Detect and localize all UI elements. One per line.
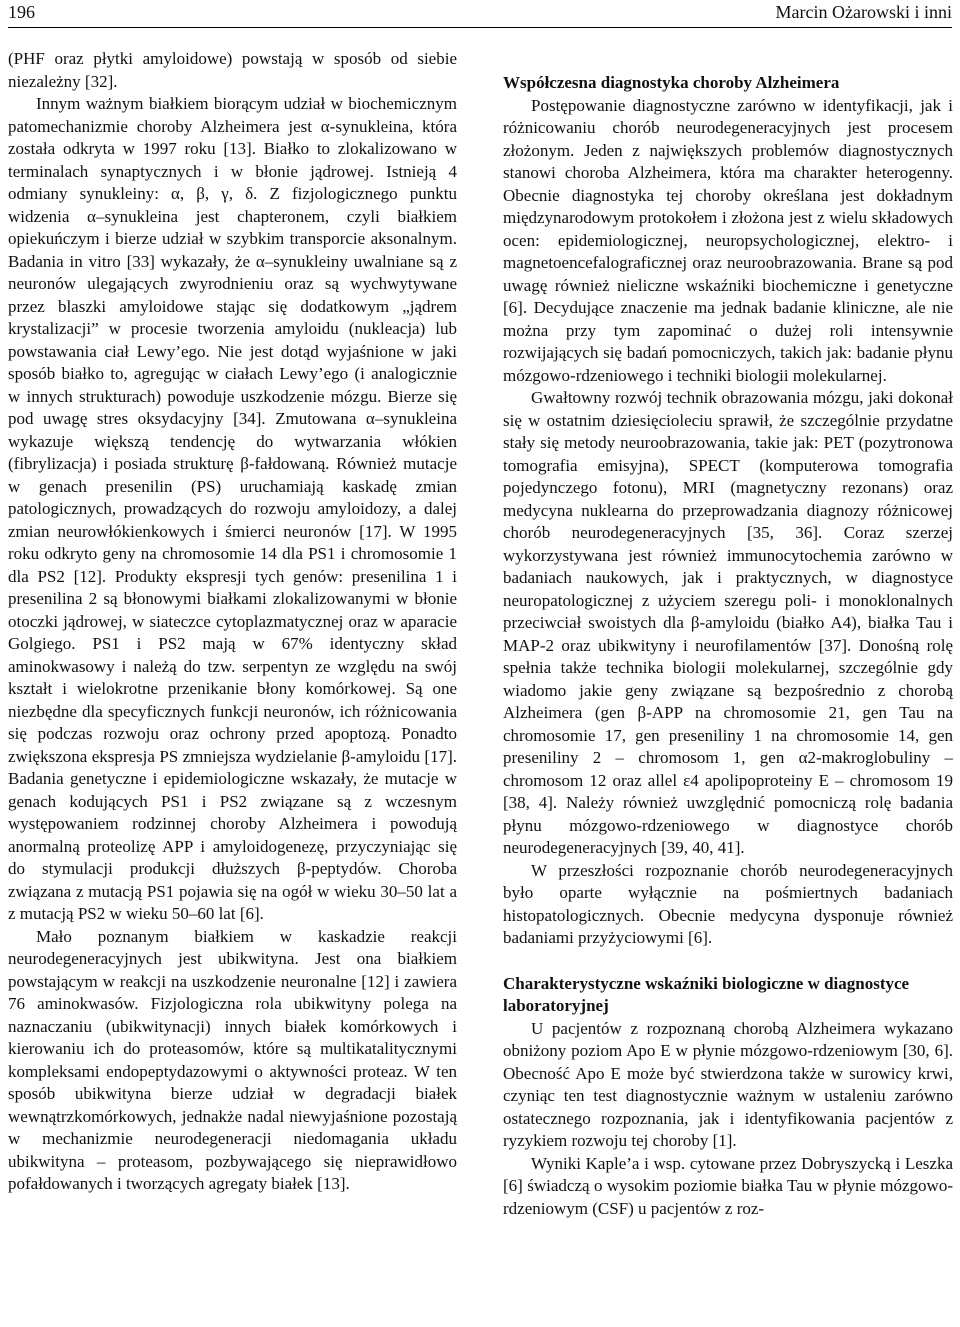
paragraph: (PHF oraz płytki amyloidowe) powstają w sposób od siebie niezależny [32]. — [8, 49, 457, 91]
paragraph: U pacjentów z rozpoznaną chorobą Alzheimera wykazano obniżony poziom Apo E w płynie mózgowo-rdzeniowym [30, 6]. Obecność Apo E może być stwierdzona także w surowicy krwi, czyniąc ten test diagnostycznie ważnym w ustaleniu zarówno ostatecznego rozpoznania, jak i identyfikowania pacjentów z ryzykiem rozwoju tej choroby [1]. — [503, 1018, 953, 1150]
left-column — [8, 48, 457, 1196]
paragraph: Postępowanie diagnostyczne zarówno w identyfikacji, jak i różnicowaniu chorób neurodegeneracyjnych jest procesem złożonym. Jeden z największych problemów diagnostycznych stanowi choroba Alzheimera, która ma charakter heterogenny. Obecnie diagnostyka tej choroby określana jest dokładnym międzynarodowym protokołem i złożona jest z wielu składowych ocen: epidemiologicznej, neuropsychologicznej, elektro- i magnetoencefalograficznej oraz neuroobrazowania. Brane są pod uwagę również nieliczne wskaźniki biochemiczne i genetyczne [6]. Decydujące znaczenie ma jednak badanie kliniczne, ale nie można przy tym zapominać o dużej roli intensywnie rozwijających się badań pomocniczych, takich jak: badanie płynu mózgowo-rdzeniowego i techniki biologii molekularnej. — [503, 95, 953, 385]
section-heading: Charakterystyczne wskaźniki biologiczne w diagnostyce laboratoryjnej — [503, 973, 910, 1015]
paragraph: Wyniki Kaple’a i wsp. cytowane przez Dobryszycką i Leszka [6] świadczą o wysokim poziomie białka Tau w płynie mózgowo-rdzeniowym (CSF) u pacjentów z roz- — [503, 1153, 953, 1218]
page-number: 196 — [8, 2, 35, 22]
paragraph: Mało poznanym białkiem w kaskadzie reakcji neurodegeneracyjnych jest ubikwityna. Jest ona białkiem powstającym w reakcji na uszkodzenie neuronalne [12] i zawiera 76 aminokwasów. Fizjologiczna rola ubikwityny polega na naznaczaniu (ubikwitynacji) innych białek komórkowych i kierowaniu ich do proteasomów, które są multikatalitycznymi kompleksami endopeptydazowymi o aktywności proteaz. W ten sposób ubikwityna bierze udział w degradacji białek wewnątrzkomórkowych, jednakże nadal niewyjaśnione pozostają w mechanizmie neurodegeneracji niedomagania układu ubikwityna – proteasom, pozbywającego się nieprawidłowo pofałdowanych i tworzących agregaty białek [13]. — [8, 926, 457, 1193]
running-header — [8, 0, 952, 26]
header-rule — [8, 27, 952, 28]
paragraph: W przeszłości rozpoznanie chorób neurodegeneracyjnych było oparte wyłącznie na pośmiertnych badaniach histopatologicznych. Obecnie medycyna dysponuje również badaniami przyżyciowymi [6]. — [503, 860, 953, 947]
right-column — [503, 72, 953, 1220]
running-header-authors: Marcin Ożarowski i inni — [775, 2, 952, 22]
section-heading: Współczesna diagnostyka choroby Alzheimera — [503, 73, 840, 92]
paragraph: Gwałtowny rozwój technik obrazowania mózgu, jaki dokonał się w ostatnim dziesięcioleciu sprawił, że szczególnie przydatne stały się metody neuroobrazowania, takie jak: PET (pozytronowa tomografia emisyjna), SPECT (komputerowa tomografia pojedynczego fotonu), MRI (magnetyczny rezonans) oraz medycyna nuklearna do przeprowadzania diagnozy różnicowej chorób neurodegeneracyjnych [35, 36]. Coraz szerzej wykorzystywana jest również immunocytochemia zarówno w badaniach naukowych, jak i praktycznych, w diagnostyce neuropatologicznej z użyciem szeregu poli- i monoklonalnych przeciwciał swoistych dla β-amyloidu (białko A4), białka Tau i MAP-2 oraz ubikwityny i neurofilamentów [37]. Donośną rolę spełnia także technika biologii molekularnej, szczególnie gdy wiadomo jakie geny związane są bezpośrednio z chorobą Alzheimera (gen β-APP na chromosomie 21, gen Tau na chromosomie 17, gen preseniliny 1 na chromosomie 14, gen preseniliny 2 – chromosom 1, gen α2-makroglobuliny – chromosom 12 oraz allel ε4 apolipoproteiny E – chromosom 19 [38, 4]. Należy również uwzględnić pomocniczą rolę badania płynu mózgowo-rdzeniowego w diagnostyce chorób neurodegeneracyjnych [39, 40, 41]. — [503, 388, 953, 857]
paragraph: Innym ważnym białkiem biorącym udział w biochemicznym patomechanizmie choroby Alzheimera jest α-synukleina, która została odkryta w 1997 roku [13]. Białko to zlokalizowano w terminalach synaptycznych i w błonie jądrowej. Istnieją 4 odmiany synukleiny: α, β, γ, δ. Z fizjologicznego punktu widzenia α–synukleina jest chapteronem, czyli białkiem opiekuńczym i bierze udział w szybkim transporcie aksonalnym. Badania in vitro [33] wykazały, że α–synukleiny uwalniane są z neuronów ulegających zwyrodnieniu oraz są wychwytywane przez blaszki amyloidowe stając się dodatkowym „jądrem krystalizacji” w procesie tworzenia amyloidu (nukleacja) lub powstawania ciał Lewy’ego. Nie jest dotąd wyjaśnione w jaki sposób białko to, agregując w ciałach Lewy’ego (i analogicznie w innych strukturach) powoduje uszkodzenie mózgu. Bierze się pod uwagę stres oksydacyjny [34]. Zmutowana α–synukleina wykazuje większą tendencję do wytwarzania włókien (fibrylizacja) i posiada strukturę β-fałdowaną. Również mutacje w genach presenilin (PS) uruchamiają kaskadę zmian patologicznych, prowadzących do rozwoju amyloidozy, a dalej zmian neurowłókienkowych i śmierci neuronów [17]. W 1995 roku odkryto geny na chromosomie 14 dla PS1 i chromosomie 1 dla PS2 [12]. Produkty ekspresji tych genów: presenilina 1 i presenilina 2 są błonowymi białkami zlokalizowanymi w błonie otoczki jądrowej, w siateczce cytoplazmatycznej oraz w aparacie Golgiego. PS1 i PS2 mają w 67% identyczny skład aminokwasowy i należą do tzw. serpentyn ze względu na swój kształt i wielokrotne przenikanie błony komórkowej. Są one niezbędne dla specyficznych funkcji neuronów, ich różnicowania się podczas rozwoju oraz ochrony przed apoptozą. Ponadto zwiększona ekspresja PS zmniejsza wydzielanie β-amyloidu [17]. Badania genetyczne i epidemiologiczne wskazały, że mutacje w genach kodujących PS1 i PS2 związane są z wczesnym występowaniem rodzinnej choroby Alzheimera i powodują anormalną proteolizę APP i amyloidogenezę, przyczyniając się do stymulacji produkcji dłuższych β-peptydów. Choroba związana z mutacją PS1 pojawia się na ogół w wieku 30–50 lat a z mutacją PS2 w wieku 50–60 lat [6]. — [8, 94, 457, 923]
